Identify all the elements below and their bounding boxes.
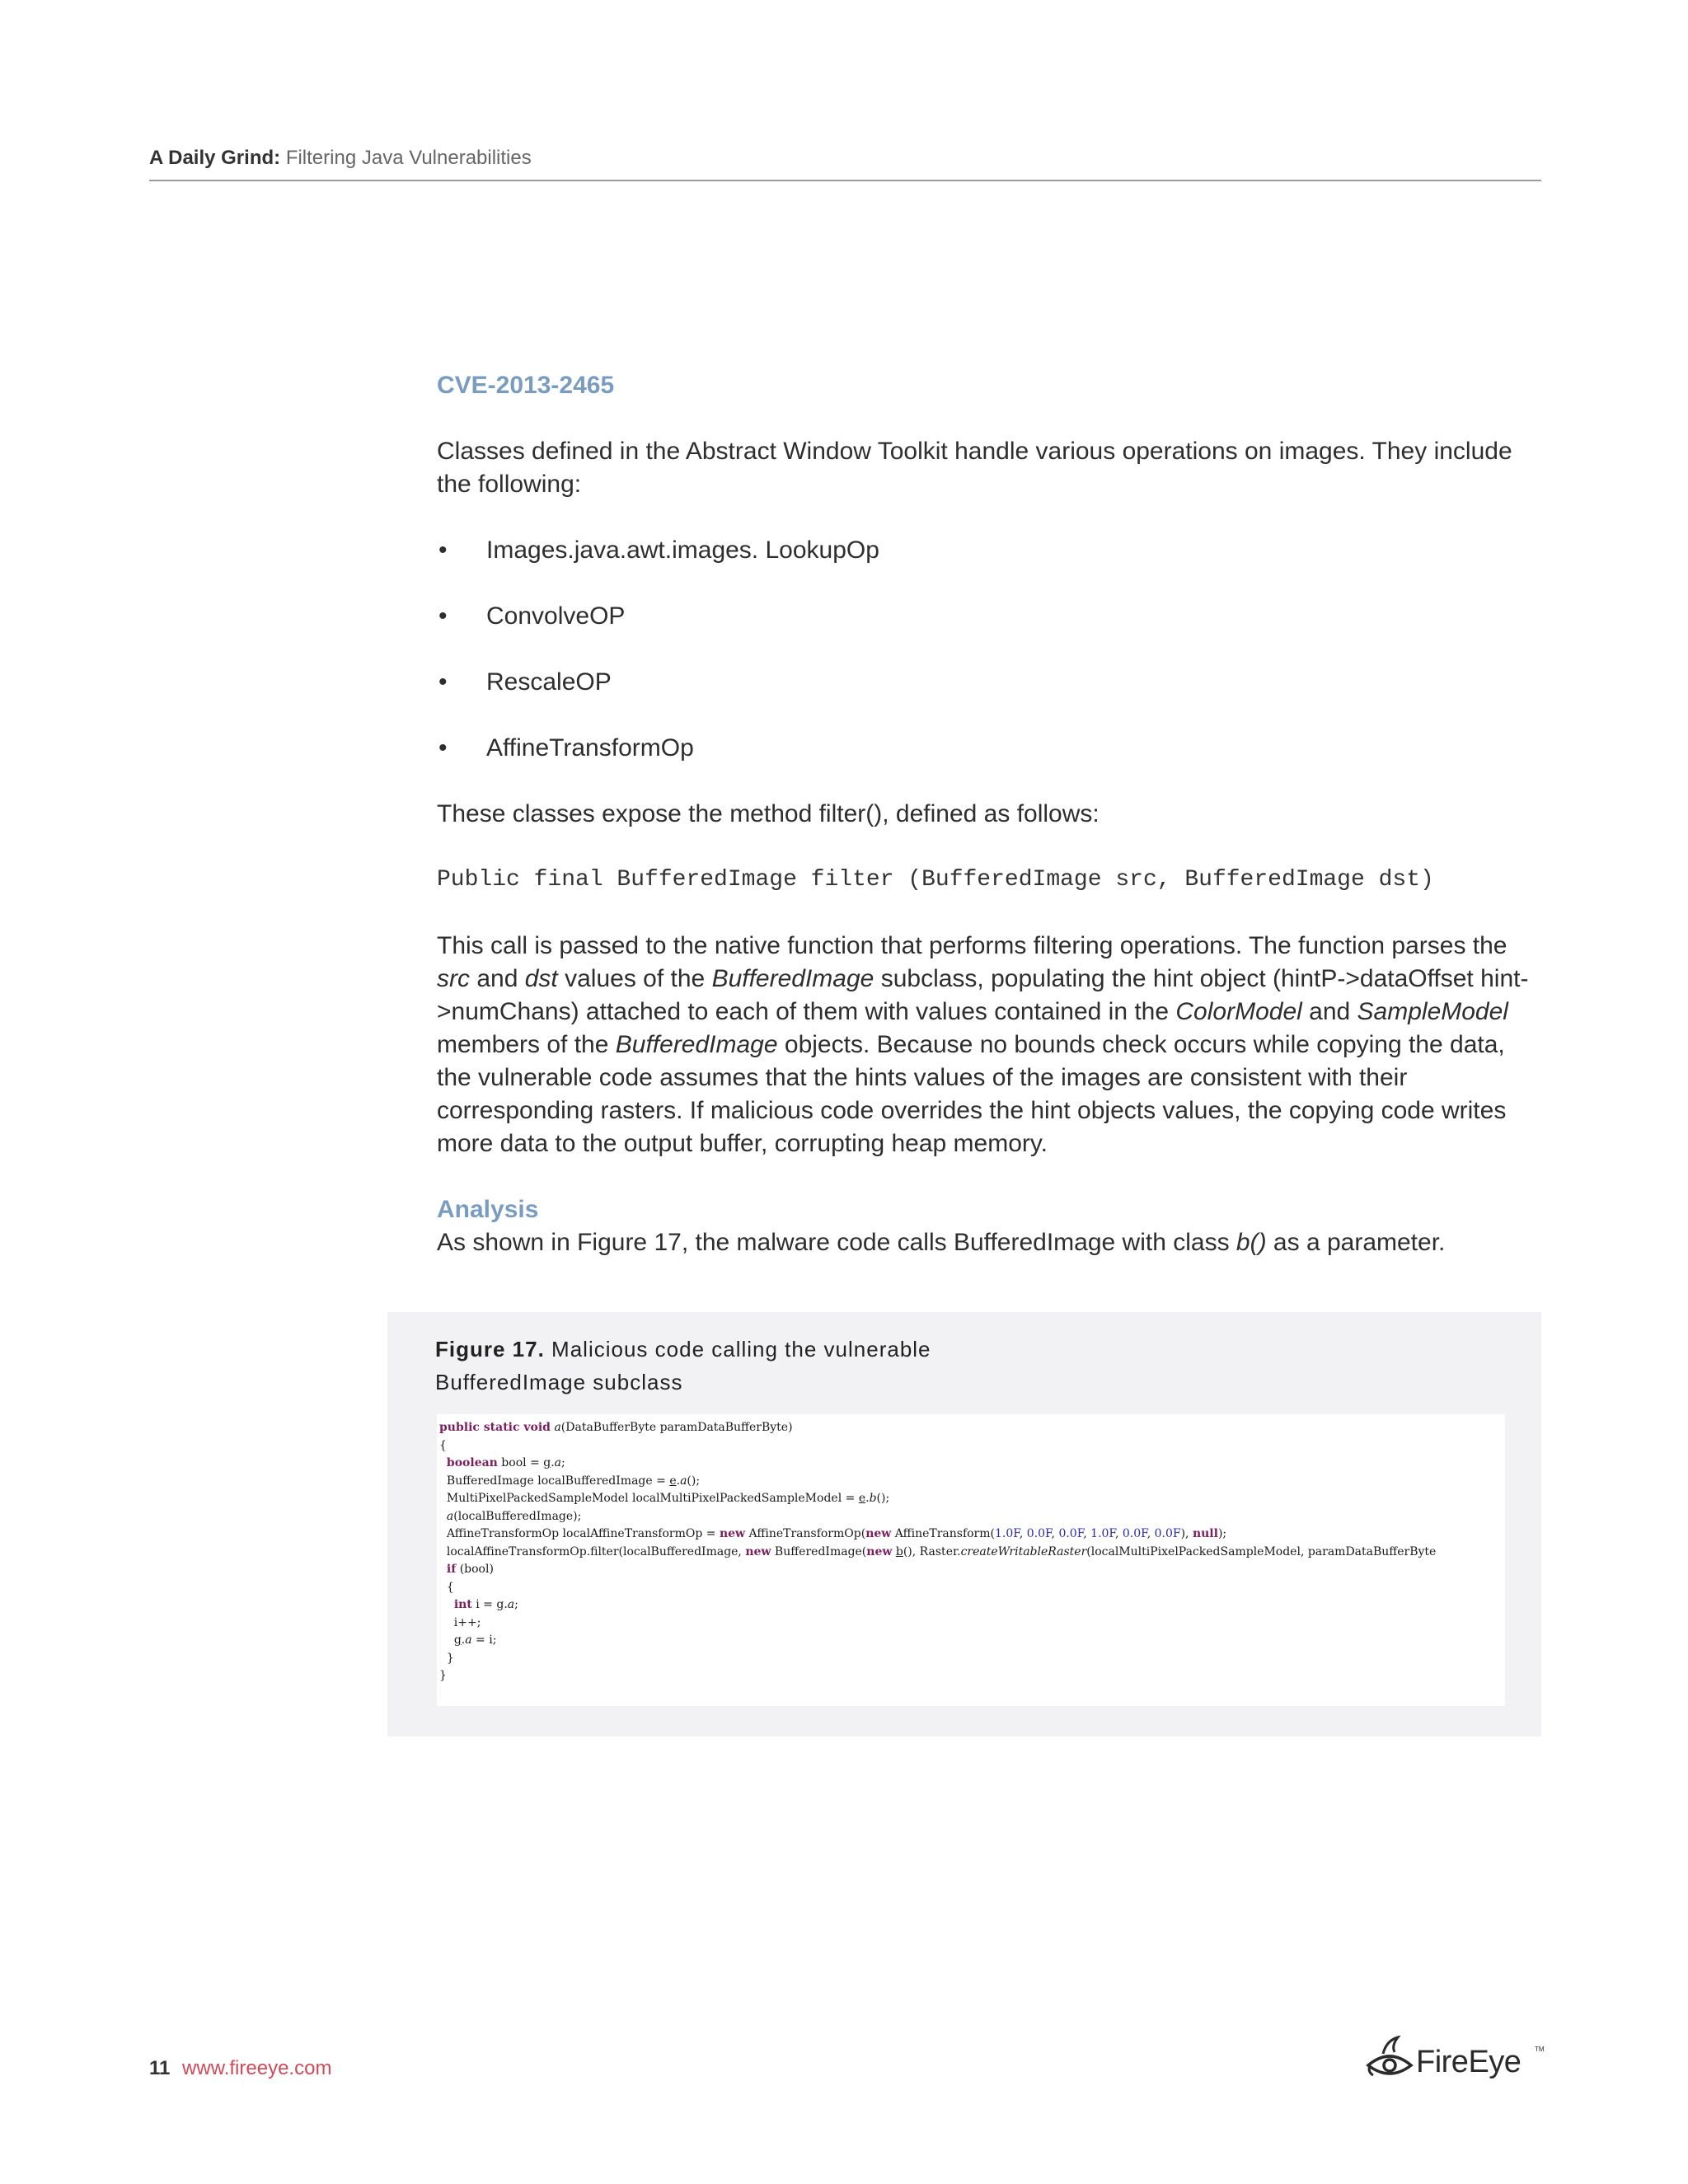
body-paragraph xyxy=(437,930,1541,1160)
body-italic-bufferedimage: BufferedImage xyxy=(711,965,874,992)
figure-17 xyxy=(387,1312,1541,1736)
method-signature-code: Public final BufferedImage filter (BufferedImage src, BufferedImage dst) xyxy=(437,867,1434,893)
list-item xyxy=(437,534,1541,567)
analysis-paragraph xyxy=(437,1226,1541,1259)
bullet-icon: • xyxy=(438,602,448,630)
code-line: boolean bool = g.a; xyxy=(446,1456,565,1469)
body-text: and xyxy=(470,965,525,992)
body-text: This call is passed to the native function that performs filtering operations. The function parses the xyxy=(437,932,1507,959)
body-italic-src: src xyxy=(437,965,470,992)
analysis-text: As shown in Figure 17, the malware code calls BufferedImage with class xyxy=(437,1229,1236,1256)
figure-caption xyxy=(435,1333,1012,1399)
body-text: values of the xyxy=(557,965,712,992)
list-item-label: AffineTransformOp xyxy=(486,734,694,762)
figure-caption-line2: BufferedImage subclass xyxy=(435,1370,683,1394)
code-line: } xyxy=(439,1669,447,1682)
body-text: objects. Because no bounds check occurs while copying the data, the vulnerable code assumes that the hints values of the images are consistent with their corresponding rasters. If malicious code overrides the hint objects values, the copying code writes more data to the output buffer, corrupting heap memory. xyxy=(437,1031,1507,1157)
list-item-label: ConvolveOP xyxy=(486,602,626,630)
code-line: g.a = i; xyxy=(453,1633,497,1647)
body-text: and xyxy=(1301,998,1357,1025)
code-line: MultiPixelPackedSampleModel localMultiPixelPackedSampleModel = e.b(); xyxy=(439,1492,890,1505)
bullet-icon: • xyxy=(438,537,448,564)
analysis-italic-text: b() xyxy=(1236,1229,1267,1256)
page-number: 11 xyxy=(149,2057,171,2079)
code-line: } xyxy=(439,1651,454,1665)
fireeye-logo xyxy=(1365,2036,1545,2085)
header-title: Filtering Java Vulnerabilities xyxy=(285,147,532,169)
code-line: { xyxy=(439,1438,447,1452)
body-italic-colormodel: ColorModel xyxy=(1175,998,1302,1025)
code-line: localAffineTransformOp.filter(localBufferedImage, new BufferedImage(new b(), Raster.createWritableRaster(localMultiPixelPackedSampleModel, paramDataBufferByte xyxy=(439,1544,1437,1558)
footer-link[interactable]: www.fireeye.com xyxy=(182,2057,332,2079)
list-item xyxy=(437,666,1541,699)
eye-icon xyxy=(1365,2036,1416,2085)
code-line: AffineTransformOp localAffineTransformOp = new AffineTransformOp(new AffineTransform(1.0F, 0.0F, 0.0F, 1.0F, 0.0F, 0.0F), null); xyxy=(439,1527,1227,1540)
figure-label: Figure 17. xyxy=(435,1337,545,1361)
code-line: i++; xyxy=(439,1615,481,1629)
bullet-icon: • xyxy=(438,734,448,762)
logo-wordmark: FireEye xyxy=(1416,2045,1522,2079)
header-series-label: A Daily Grind: xyxy=(149,147,281,169)
body-text: members of the xyxy=(437,1031,616,1058)
code-line: public static void a(DataBufferByte paramDataBufferByte) xyxy=(439,1421,793,1434)
code-line: a(localBufferedImage); xyxy=(446,1509,582,1523)
body-italic-samplemodel: SampleModel xyxy=(1357,998,1508,1025)
expose-paragraph: These classes expose the method filter(), defined as follows: xyxy=(437,800,1100,827)
list-item xyxy=(437,600,1541,633)
bullet-icon: • xyxy=(438,668,448,696)
main-content xyxy=(437,369,1541,1259)
analysis-heading: Analysis xyxy=(437,1196,539,1223)
analysis-text: as a parameter. xyxy=(1266,1229,1446,1256)
list-item xyxy=(437,732,1541,765)
logo-trademark: TM xyxy=(1535,2046,1545,2053)
code-line: { xyxy=(439,1580,454,1594)
code-line: if (bool) xyxy=(446,1563,494,1576)
list-item-label: RescaleOP xyxy=(486,668,612,696)
body-italic-bufferedimage: BufferedImage xyxy=(615,1031,778,1058)
figure-caption-line1: Malicious code calling the vulnerable xyxy=(544,1337,931,1361)
code-line: BufferedImage localBufferedImage = e.a(); xyxy=(439,1474,701,1488)
section-heading: CVE-2013-2465 xyxy=(437,372,615,399)
body-italic-dst: dst xyxy=(524,965,558,992)
code-line: int i = g.a; xyxy=(453,1598,518,1611)
intro-paragraph: Classes defined in the Abstract Window Toolkit handle various operations on images. They include the following: xyxy=(437,438,1512,498)
code-screenshot xyxy=(437,1414,1505,1706)
footer xyxy=(149,2055,331,2082)
body-text: subclass, populating the hint object (hintP->dataOffset hint->numChans) attached to each of them with values contained in the xyxy=(437,965,1529,1025)
header-divider xyxy=(149,180,1541,181)
running-header xyxy=(149,145,1541,171)
class-list xyxy=(437,534,1541,765)
list-item-label: Images.java.awt.images. LookupOp xyxy=(486,537,879,564)
